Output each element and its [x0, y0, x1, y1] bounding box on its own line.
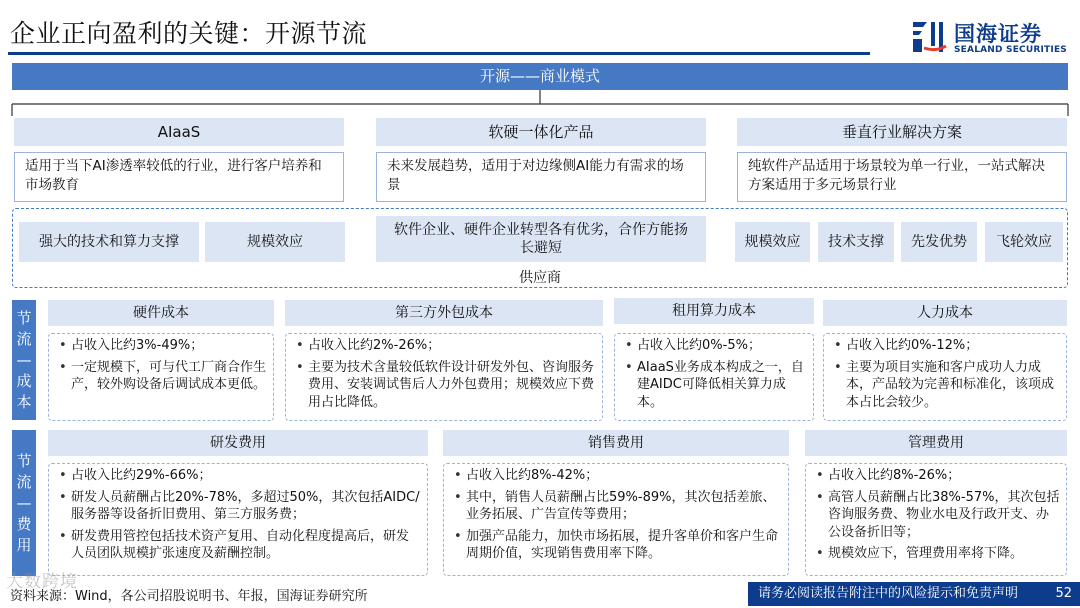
list-item: • 占收入比约29%-66%；	[59, 467, 421, 485]
sealand-logo-icon	[910, 18, 948, 56]
side-char: 流	[16, 329, 32, 348]
header-compute-cost: 租用算力成本	[614, 298, 814, 324]
category-hardware-software-desc: 未来发展趋势，适用于对边缘侧AI能力有需求的场景	[376, 152, 706, 202]
side-char: 节	[16, 308, 32, 327]
list-item: • 占收入比约3%-49%；	[59, 337, 267, 355]
list-item: • 其中，销售人员薪酬占比59%-89%，其次包括差旅、业务拓展、广告宣传等费用；	[454, 489, 782, 524]
supplier-box-first-mover: 先发优势	[901, 222, 977, 262]
supplier-box-scale-1: 规模效应	[205, 222, 345, 262]
list-item: • 占收入比约2%-26%；	[296, 337, 596, 355]
company-logo	[910, 18, 1070, 60]
disclaimer-text: 请务必阅读报告附注中的风险提示和免责声明	[758, 586, 1019, 601]
list-item: • 主要为项目实施和客户成功人力成本，产品较为完善和标准化，该项成本占比会较少。	[834, 359, 1060, 412]
side-char: —	[16, 493, 32, 512]
list-item: • 主要为技术含量较低软件设计研发外包、咨询服务费用、安装调试售后人力外包费用；规模效应下费用占比降低。	[296, 359, 596, 412]
box-hardware-cost	[48, 333, 274, 421]
side-char: 成	[16, 371, 32, 390]
header-sales-expense: 销售费用	[443, 430, 789, 456]
source-note: 资料来源：Wind，各公司招股说明书、年报，国海证券研究所	[10, 589, 368, 604]
side-char: 本	[16, 392, 32, 411]
list-item: • 占收入比约0%-5%；	[625, 337, 807, 355]
list-item: • 占收入比约8%-42%；	[454, 467, 782, 485]
header-hardware-cost: 硬件成本	[48, 300, 274, 326]
list-item: • 占收入比约0%-12%；	[834, 337, 1060, 355]
disclaimer-bar	[748, 582, 1080, 606]
category-vertical-solution: 垂直行业解决方案	[737, 118, 1067, 146]
page-title: 企业正向盈利的关键：开源节流	[10, 19, 368, 48]
header-admin-expense: 管理费用	[805, 430, 1067, 456]
supplier-box-cooperation: 软件企业、硬件企业转型各有优劣，合作方能扬长避短	[376, 216, 706, 262]
header-outsourcing-cost: 第三方外包成本	[285, 300, 603, 326]
list-item: • 高管人员薪酬占比38%-57%，其次包括咨询服务费、物业水电及行政开支、办公设备折旧等；	[816, 489, 1060, 542]
list-item: • 研发费用管控包括技术资产复用、自动化程度提高后，研发人员团队规模扩张速度及薪酬控制。	[59, 528, 421, 563]
list-item: • 规模效应下，管理费用率将下降。	[816, 545, 1060, 563]
supplier-box-scale-2: 规模效应	[735, 222, 810, 262]
list-item: • 加强产品能力，加快市场拓展，提升客单价和客户生命周期价值，实现销售费用率下降。	[454, 528, 782, 563]
side-label-expense	[12, 430, 36, 576]
title-underline	[8, 52, 870, 55]
supplier-box-flywheel: 飞轮效应	[985, 222, 1063, 262]
list-item: • 占收入比约8%-26%；	[816, 467, 1060, 485]
list-item: • 研发人员薪酬占比20%-78%，多超过50%，其次包括AIDC/服务器等设备折旧费用、第三方服务费；	[59, 489, 421, 524]
box-sales-expense	[443, 463, 789, 576]
list-item: • 一定规模下，可与代工厂商合作生产，较外购设备后调试成本更低。	[59, 359, 267, 394]
side-label-cost	[12, 300, 36, 420]
supplier-label: 供应商	[519, 270, 561, 286]
list-item: • AIaaS业务成本构成之一，自建AIDC可降低相关算力成本。	[625, 359, 807, 412]
page-number: 52	[1055, 586, 1072, 601]
side-char: 流	[16, 472, 32, 491]
category-aiaas: AIaaS	[14, 118, 344, 146]
box-outsourcing-cost	[285, 333, 603, 421]
watermark: 大数跨境	[6, 572, 78, 592]
supplier-box-tech-support: 技术支撑	[818, 222, 894, 262]
category-aiaas-desc: 适用于当下AI渗透率较低的行业，进行客户培养和市场教育	[14, 152, 344, 202]
category-vertical-solution-desc: 纯软件产品适用于场景较为单一行业，一站式解决方案适用于多元场景行业	[737, 152, 1067, 202]
supplier-box-tech-compute: 强大的技术和算力支撑	[19, 222, 199, 262]
business-model-header: 开源——商业模式	[12, 63, 1068, 90]
logo-chinese-name: 国海证券	[954, 22, 1042, 46]
box-admin-expense	[805, 463, 1067, 576]
side-char: 节	[16, 451, 32, 470]
box-compute-cost	[614, 333, 814, 421]
box-labor-cost	[823, 333, 1067, 421]
header-rd-expense: 研发费用	[48, 430, 428, 456]
side-char: 费	[16, 514, 32, 533]
category-hardware-software: 软硬一体化产品	[376, 118, 706, 146]
side-char: 用	[16, 535, 32, 554]
side-char: —	[16, 350, 32, 369]
box-rd-expense	[48, 463, 428, 576]
header-labor-cost: 人力成本	[823, 300, 1067, 326]
logo-english-name: SEALAND SECURITIES	[954, 45, 1067, 55]
